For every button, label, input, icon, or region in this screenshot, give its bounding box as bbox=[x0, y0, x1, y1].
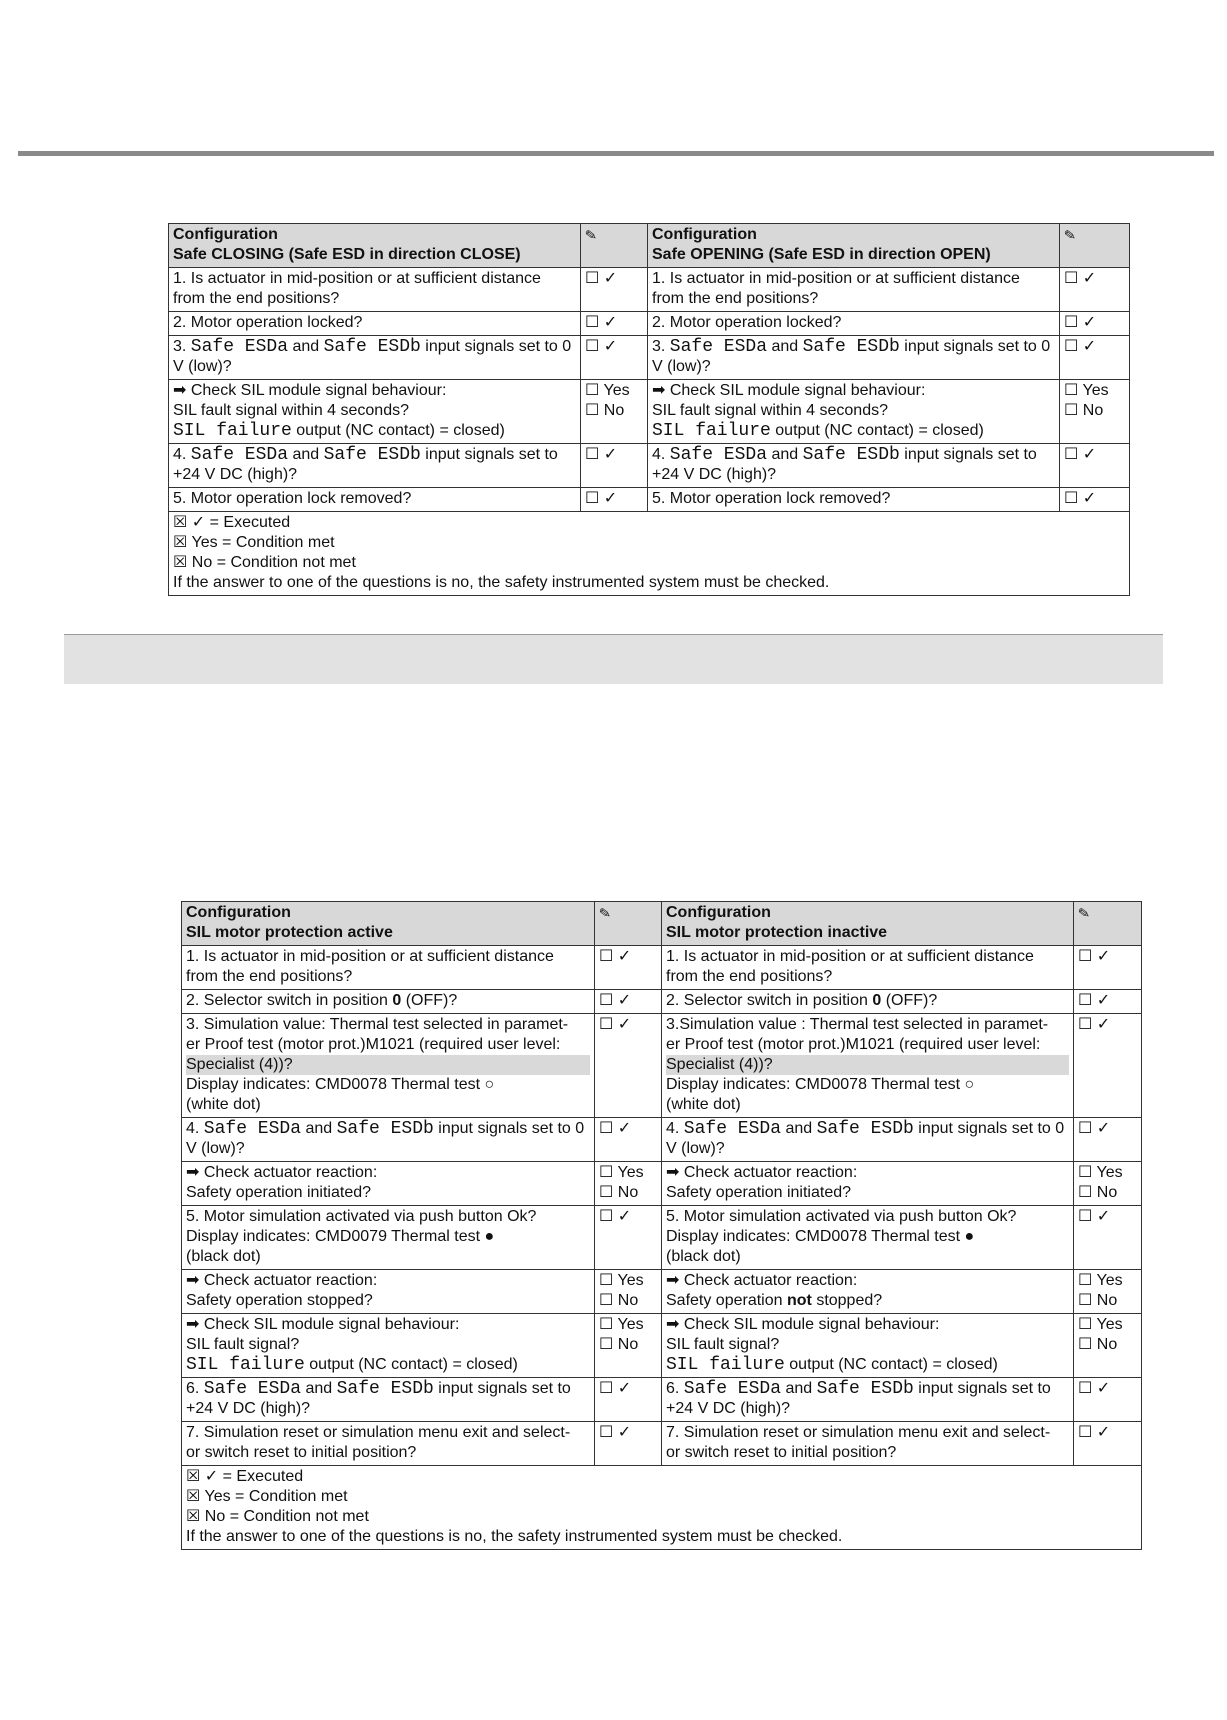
table-row bbox=[182, 946, 1142, 990]
checkbox-executed[interactable]: ☐ ✓ bbox=[595, 1014, 662, 1118]
checkbox-yes[interactable]: ☐ Yes bbox=[599, 1316, 644, 1333]
legend: ☒ ✓ = Executed ☒ Yes = Condition met ☒ No = Condition not met If the answer to one of the questions is no, the safety instrumented system must be checked. bbox=[169, 512, 1130, 596]
checkbox-no[interactable]: ☐ No bbox=[1064, 402, 1104, 419]
question-cell: ➡ Check SIL module signal behaviour: SIL fault signal within 4 seconds? SIL failure output (NC contact) = closed) bbox=[169, 380, 581, 444]
question-cell: 3.Simulation value : Thermal test selected in paramet- er Proof test (motor prot.)M1021 (required user level: Specialist (4))? Display indicates: CMD0078 Thermal test ○ (white dot) bbox=[662, 1014, 1074, 1118]
check-header bbox=[581, 224, 648, 268]
question-cell: 5. Motor simulation activated via push button Ok? Display indicates: CMD0079 Thermal test ● (black dot) bbox=[182, 1206, 595, 1270]
checkbox-yes[interactable]: ☐ Yes bbox=[585, 382, 630, 399]
question-cell: 4. Safe ESDa and Safe ESDb input signals set to 0 V (low)? bbox=[662, 1118, 1074, 1162]
checkbox-no[interactable]: ☐ No bbox=[1078, 1336, 1118, 1353]
question-cell: 5. Motor simulation activated via push button Ok? Display indicates: CMD0078 Thermal test ● (black dot) bbox=[662, 1206, 1074, 1270]
checkbox-executed[interactable]: ☐ ✓ bbox=[1074, 990, 1142, 1014]
checkbox-no[interactable]: ☐ No bbox=[599, 1184, 639, 1201]
yes-no-cell bbox=[581, 380, 648, 444]
checkbox-yes[interactable]: ☐ Yes bbox=[1078, 1316, 1123, 1333]
table-row bbox=[182, 1206, 1142, 1270]
question-cell: 7. Simulation reset or simulation menu exit and select- or switch reset to initial position? bbox=[182, 1422, 595, 1466]
checkbox-executed[interactable]: ☐ ✓ bbox=[595, 946, 662, 990]
question-cell: 2. Motor operation locked? bbox=[169, 312, 581, 336]
yes-no-cell bbox=[595, 1314, 662, 1378]
checkbox-executed[interactable]: ☐ ✓ bbox=[1074, 1422, 1142, 1466]
yes-no-cell bbox=[1074, 1314, 1142, 1378]
yes-no-cell bbox=[595, 1162, 662, 1206]
checkbox-executed[interactable]: ☐ ✓ bbox=[1060, 268, 1130, 312]
question-cell: 6. Safe ESDa and Safe ESDb input signals set to +24 V DC (high)? bbox=[182, 1378, 595, 1422]
question-cell: 4. Safe ESDa and Safe ESDb input signals set to 0 V (low)? bbox=[182, 1118, 595, 1162]
checkbox-executed[interactable]: ☐ ✓ bbox=[595, 1422, 662, 1466]
pencil-icon: ✎ bbox=[597, 904, 612, 922]
table-row bbox=[169, 488, 1130, 512]
checkbox-yes[interactable]: ☐ Yes bbox=[599, 1164, 644, 1181]
checkbox-yes[interactable]: ☐ Yes bbox=[1078, 1272, 1123, 1289]
checkbox-no[interactable]: ☐ No bbox=[1078, 1184, 1118, 1201]
checkbox-executed[interactable]: ☐ ✓ bbox=[1074, 1014, 1142, 1118]
question-cell: 3. Safe ESDa and Safe ESDb input signals set to 0 V (low)? bbox=[648, 336, 1060, 380]
checkbox-yes[interactable]: ☐ Yes bbox=[1078, 1164, 1123, 1181]
table-row bbox=[182, 1314, 1142, 1378]
table-row bbox=[169, 444, 1130, 488]
question-cell: 2. Motor operation locked? bbox=[648, 312, 1060, 336]
legend-row bbox=[182, 1466, 1142, 1550]
header-left: Configuration SIL motor protection active bbox=[182, 902, 595, 946]
check-header bbox=[1074, 902, 1142, 946]
check-header bbox=[595, 902, 662, 946]
question-cell: 5. Motor operation lock removed? bbox=[169, 488, 581, 512]
question-cell: 1. Is actuator in mid-position or at sufficient distance from the end positions? bbox=[182, 946, 595, 990]
checkbox-yes[interactable]: ☐ Yes bbox=[599, 1272, 644, 1289]
legend-row bbox=[169, 512, 1130, 596]
checkbox-executed[interactable]: ☐ ✓ bbox=[581, 312, 648, 336]
question-cell: 1. Is actuator in mid-position or at sufficient distance from the end positions? bbox=[169, 268, 581, 312]
question-cell: 4. Safe ESDa and Safe ESDb input signals set to +24 V DC (high)? bbox=[648, 444, 1060, 488]
table-row bbox=[182, 1422, 1142, 1466]
checkbox-no[interactable]: ☐ No bbox=[599, 1336, 639, 1353]
question-cell: 3. Simulation value: Thermal test selected in paramet- er Proof test (motor prot.)M1021 (required user level: Specialist (4))? Display indicates: CMD0078 Thermal test ○ (white dot) bbox=[182, 1014, 595, 1118]
header-left: Configuration Safe CLOSING (Safe ESD in direction CLOSE) bbox=[169, 224, 581, 268]
question-cell: 3. Safe ESDa and Safe ESDb input signals set to 0 V (low)? bbox=[169, 336, 581, 380]
top-rule bbox=[18, 151, 1214, 156]
check-header bbox=[1060, 224, 1130, 268]
table-row bbox=[182, 1270, 1142, 1314]
checkbox-executed[interactable]: ☐ ✓ bbox=[581, 444, 648, 488]
checkbox-executed[interactable]: ☐ ✓ bbox=[1074, 1206, 1142, 1270]
table-row bbox=[182, 1014, 1142, 1118]
checkbox-no[interactable]: ☐ No bbox=[585, 402, 625, 419]
section-heading-band bbox=[64, 634, 1163, 684]
checklist-table-motor-protection bbox=[181, 901, 1142, 1550]
question-cell: 2. Selector switch in position 0 (OFF)? bbox=[182, 990, 595, 1014]
table-row bbox=[169, 312, 1130, 336]
checkbox-executed[interactable]: ☐ ✓ bbox=[1074, 1378, 1142, 1422]
pencil-icon: ✎ bbox=[1062, 226, 1077, 244]
question-cell: ➡ Check actuator reaction: Safety operation initiated? bbox=[662, 1162, 1074, 1206]
checkbox-executed[interactable]: ☐ ✓ bbox=[581, 336, 648, 380]
table-row bbox=[182, 1378, 1142, 1422]
yes-no-cell bbox=[595, 1270, 662, 1314]
pencil-icon: ✎ bbox=[1076, 904, 1091, 922]
question-cell: ➡ Check SIL module signal behaviour: SIL fault signal? SIL failure output (NC contact) = closed) bbox=[182, 1314, 595, 1378]
table-row bbox=[169, 380, 1130, 444]
checkbox-no[interactable]: ☐ No bbox=[1078, 1292, 1118, 1309]
table-header-row bbox=[182, 902, 1142, 946]
yes-no-cell bbox=[1074, 1270, 1142, 1314]
question-cell: ➡ Check SIL module signal behaviour: SIL fault signal within 4 seconds? SIL failure output (NC contact) = closed) bbox=[648, 380, 1060, 444]
table-row bbox=[182, 990, 1142, 1014]
question-cell: 7. Simulation reset or simulation menu exit and select- or switch reset to initial position? bbox=[662, 1422, 1074, 1466]
yes-no-cell bbox=[1060, 380, 1130, 444]
checkbox-executed[interactable]: ☐ ✓ bbox=[595, 1378, 662, 1422]
table-header-row bbox=[169, 224, 1130, 268]
table-row bbox=[182, 1118, 1142, 1162]
checkbox-executed[interactable]: ☐ ✓ bbox=[581, 268, 648, 312]
table-row bbox=[182, 1162, 1142, 1206]
checkbox-executed[interactable]: ☐ ✓ bbox=[1060, 444, 1130, 488]
question-cell: 4. Safe ESDa and Safe ESDb input signals set to +24 V DC (high)? bbox=[169, 444, 581, 488]
checkbox-no[interactable]: ☐ No bbox=[599, 1292, 639, 1309]
question-cell: 1. Is actuator in mid-position or at sufficient distance from the end positions? bbox=[648, 268, 1060, 312]
checkbox-executed[interactable]: ☐ ✓ bbox=[1074, 946, 1142, 990]
question-cell: ➡ Check actuator reaction: Safety operation not stopped? bbox=[662, 1270, 1074, 1314]
question-cell: 5. Motor operation lock removed? bbox=[648, 488, 1060, 512]
checkbox-executed[interactable]: ☐ ✓ bbox=[1074, 1118, 1142, 1162]
question-cell: 2. Selector switch in position 0 (OFF)? bbox=[662, 990, 1074, 1014]
question-cell: ➡ Check actuator reaction: Safety operation stopped? bbox=[182, 1270, 595, 1314]
checkbox-executed[interactable]: ☐ ✓ bbox=[1060, 312, 1130, 336]
checkbox-executed[interactable]: ☐ ✓ bbox=[595, 990, 662, 1014]
question-cell: ➡ Check actuator reaction: Safety operation initiated? bbox=[182, 1162, 595, 1206]
header-right: Configuration Safe OPENING (Safe ESD in direction OPEN) bbox=[648, 224, 1060, 268]
question-cell: 6. Safe ESDa and Safe ESDb input signals set to +24 V DC (high)? bbox=[662, 1378, 1074, 1422]
checkbox-executed[interactable]: ☐ ✓ bbox=[1060, 336, 1130, 380]
checklist-table-safe-esd bbox=[168, 223, 1130, 596]
question-cell: 1. Is actuator in mid-position or at sufficient distance from the end positions? bbox=[662, 946, 1074, 990]
yes-no-cell bbox=[1074, 1162, 1142, 1206]
checkbox-yes[interactable]: ☐ Yes bbox=[1064, 382, 1109, 399]
table-row bbox=[169, 336, 1130, 380]
checkbox-executed[interactable]: ☐ ✓ bbox=[581, 488, 648, 512]
checkbox-executed[interactable]: ☐ ✓ bbox=[595, 1118, 662, 1162]
pencil-icon: ✎ bbox=[583, 226, 598, 244]
question-cell: ➡ Check SIL module signal behaviour: SIL fault signal? SIL failure output (NC contact) = closed) bbox=[662, 1314, 1074, 1378]
header-right: Configuration SIL motor protection inactive bbox=[662, 902, 1074, 946]
table-row bbox=[169, 268, 1130, 312]
checkbox-executed[interactable]: ☐ ✓ bbox=[595, 1206, 662, 1270]
legend: ☒ ✓ = Executed ☒ Yes = Condition met ☒ No = Condition not met If the answer to one of the questions is no, the safety instrumented system must be checked. bbox=[182, 1466, 1142, 1550]
checkbox-executed[interactable]: ☐ ✓ bbox=[1060, 488, 1130, 512]
